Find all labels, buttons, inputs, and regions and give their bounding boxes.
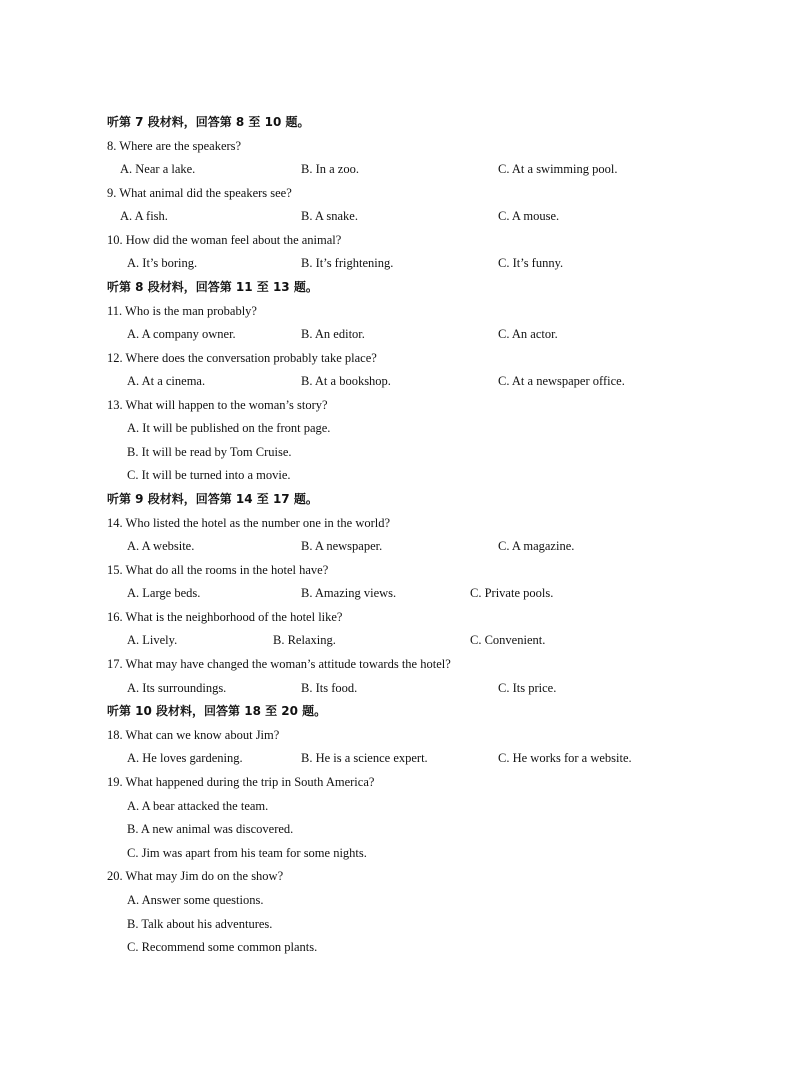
section-header: 听第 8 段材料，回答第 11 至 13 题。 <box>107 280 318 294</box>
q17-option-a: A. Its surroundings. <box>127 681 227 695</box>
section-header: 听第 7 段材料，回答第 8 至 10 题。 <box>107 115 310 129</box>
q11-option-b: B. An editor. <box>301 327 365 341</box>
q15-option-a: A. Large beds. <box>127 586 201 600</box>
q13-option-b: B. It will be read by Tom Cruise. <box>127 445 292 459</box>
q18-option-b: B. He is a science expert. <box>301 751 428 765</box>
q9-option-c: C. A mouse. <box>498 209 560 223</box>
q20-option-a: A. Answer some questions. <box>127 893 264 907</box>
question-14: 14. Who listed the hotel as the number one in the world? <box>107 516 391 530</box>
q12-option-a: A. At a cinema. <box>127 374 206 388</box>
q10-option-c: C. It’s funny. <box>498 256 564 270</box>
q14-option-a: A. A website. <box>127 539 195 553</box>
q12-option-c: C. At a newspaper office. <box>498 374 625 388</box>
question-17: 17. What may have changed the woman’s attitude towards the hotel? <box>107 657 451 671</box>
q13-option-a: A. It will be published on the front page. <box>127 421 331 435</box>
question-20: 20. What may Jim do on the show? <box>107 869 284 883</box>
question-9: 9. What animal did the speakers see? <box>107 186 292 200</box>
q18-option-a: A. He loves gardening. <box>127 751 243 765</box>
q8-option-b: B. In a zoo. <box>301 162 359 176</box>
q8-option-c: C. At a swimming pool. <box>498 162 618 176</box>
q17-option-c: C. Its price. <box>498 681 557 695</box>
q20-option-c: C. Recommend some common plants. <box>127 940 318 954</box>
q9-option-b: B. A snake. <box>301 209 358 223</box>
q14-option-c: C. A magazine. <box>498 539 575 553</box>
question-15: 15. What do all the rooms in the hotel have? <box>107 563 329 577</box>
section-header: 听第 9 段材料，回答第 14 至 17 题。 <box>107 492 318 506</box>
q8-option-a: A. Near a lake. <box>120 162 196 176</box>
q10-option-b: B. It’s frightening. <box>301 256 394 270</box>
q17-option-b: B. Its food. <box>301 681 358 695</box>
q19-option-c: C. Jim was apart from his team for some nights. <box>127 846 367 860</box>
question-13: 13. What will happen to the woman’s story? <box>107 398 328 412</box>
q18-option-c: C. He works for a website. <box>498 751 632 765</box>
q10-option-a: A. It’s boring. <box>127 256 198 270</box>
q11-option-a: A. A company owner. <box>127 327 236 341</box>
q19-option-a: A. A bear attacked the team. <box>127 799 269 813</box>
question-8: 8. Where are the speakers? <box>107 139 242 153</box>
question-10: 10. How did the woman feel about the animal? <box>107 233 342 247</box>
q9-option-a: A. A fish. <box>120 209 168 223</box>
q11-option-c: C. An actor. <box>498 327 558 341</box>
question-12: 12. Where does the conversation probably take place? <box>107 351 377 365</box>
q14-option-b: B. A newspaper. <box>301 539 383 553</box>
q16-option-c: C. Convenient. <box>470 633 546 647</box>
question-19: 19. What happened during the trip in South America? <box>107 775 375 789</box>
q15-option-c: C. Private pools. <box>470 586 554 600</box>
q12-option-b: B. At a bookshop. <box>301 374 391 388</box>
q16-option-b: B. Relaxing. <box>273 633 336 647</box>
section-header: 听第 10 段材料，回答第 18 至 20 题。 <box>107 704 327 718</box>
q16-option-a: A. Lively. <box>127 633 178 647</box>
question-18: 18. What can we know about Jim? <box>107 728 280 742</box>
q15-option-b: B. Amazing views. <box>301 586 397 600</box>
q20-option-b: B. Talk about his adventures. <box>127 917 273 931</box>
q13-option-c: C. It will be turned into a movie. <box>127 468 291 482</box>
q19-option-b: B. A new animal was discovered. <box>127 822 294 836</box>
question-16: 16. What is the neighborhood of the hotel like? <box>107 610 343 624</box>
question-11: 11. Who is the man probably? <box>107 304 257 318</box>
